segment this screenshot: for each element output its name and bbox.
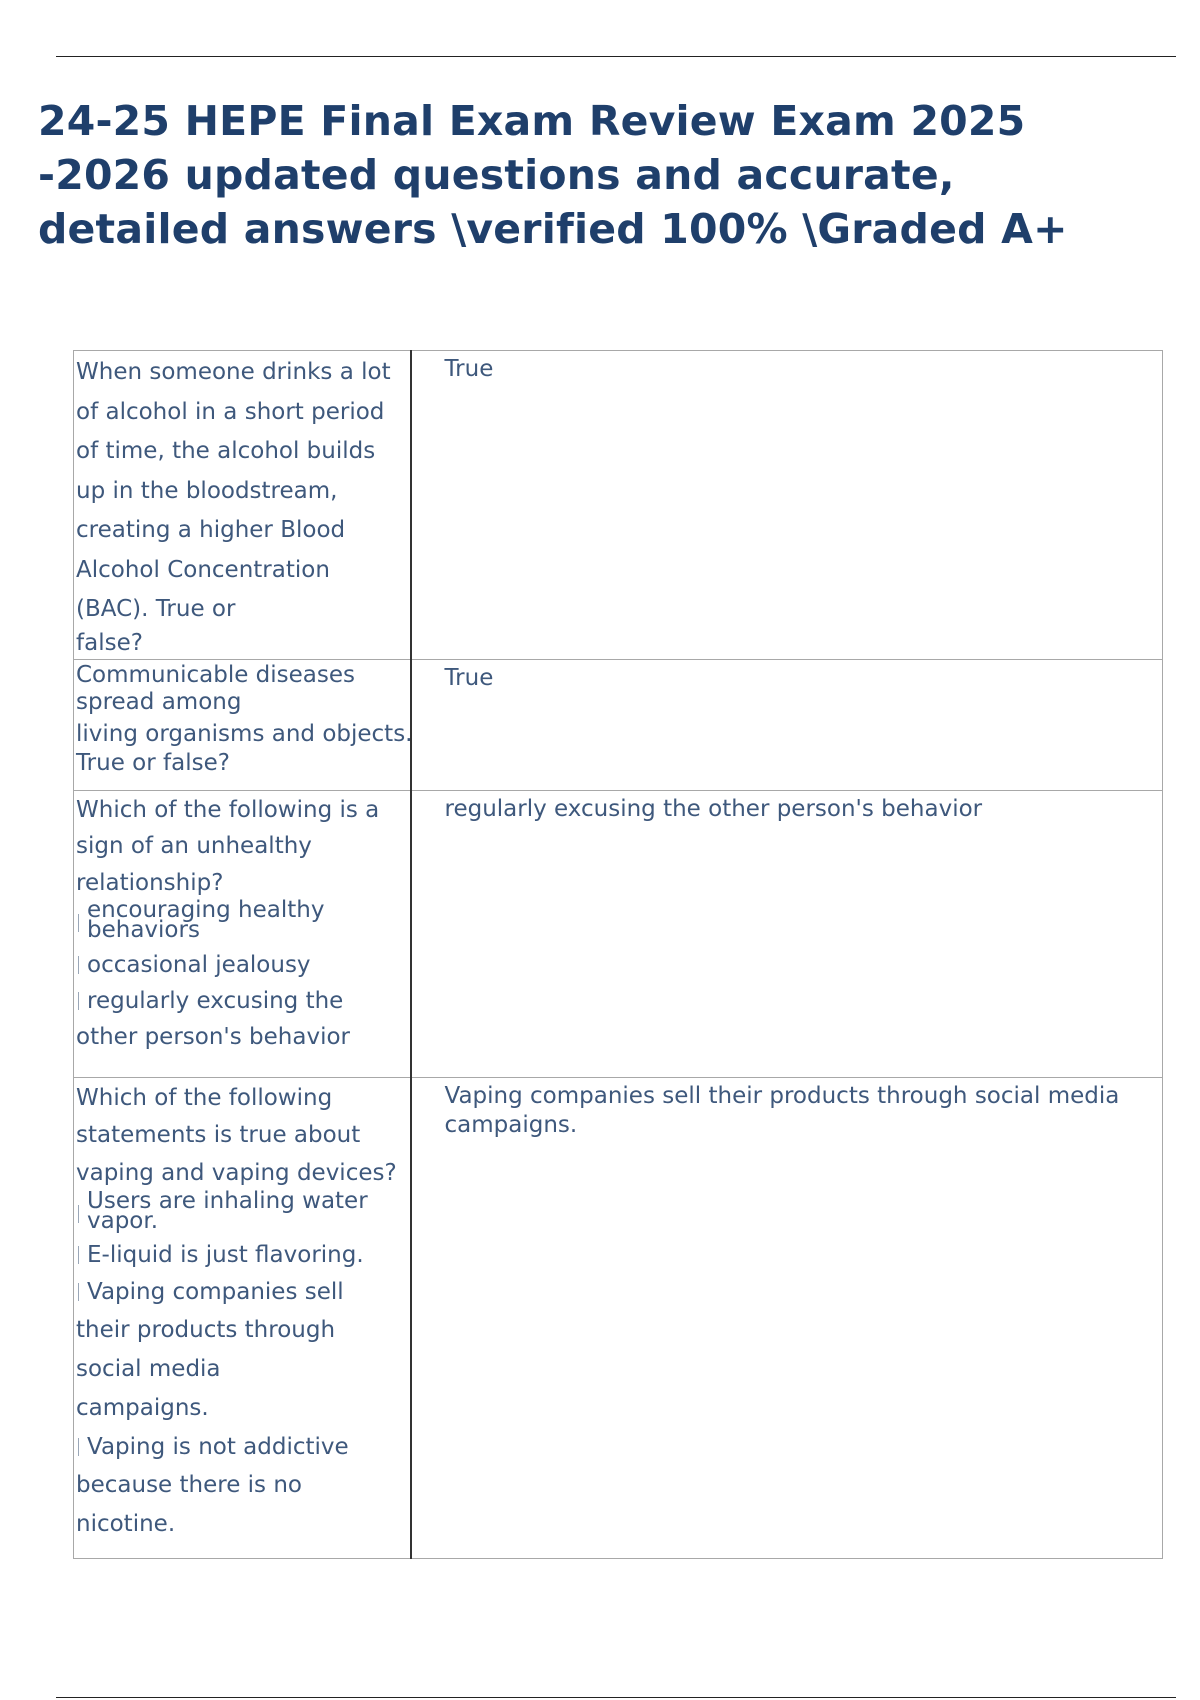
qa-row-3: [74, 790, 1163, 1077]
option-line: because there is no: [76, 1472, 303, 1498]
question-line: (BAC). True or: [76, 596, 236, 622]
answer-option: [76, 1428, 406, 1466]
answer-cell: [411, 1077, 1163, 1558]
question-line: living organisms and objects.: [76, 720, 413, 747]
question-line: Which of the following: [76, 1084, 333, 1111]
question-cell: [74, 1077, 411, 1558]
question-line: Communicable diseases: [76, 661, 356, 688]
question-line: of alcohol in a short period: [76, 398, 385, 425]
answer-cell: [411, 790, 1163, 1077]
question-line: True or false?: [76, 749, 230, 776]
answer-cell: [411, 659, 1163, 790]
option-line: Vaping is not addictive: [87, 1434, 349, 1460]
option-line: occasional jealousy: [87, 952, 311, 978]
question-line: Alcohol Concentration: [76, 556, 330, 583]
option-line: E-liquid is just flavoring.: [87, 1242, 364, 1268]
answer-text: True: [444, 664, 494, 691]
question-cell: [74, 351, 411, 660]
qa-row-2: [74, 659, 1163, 790]
qa-table: [73, 350, 1163, 1559]
top-rule: [56, 56, 1176, 57]
option-line: Users are inhaling water: [87, 1188, 368, 1214]
bottom-rule: [56, 1697, 1176, 1698]
option-line: their products through: [76, 1317, 336, 1343]
option-line: other person's behavior: [76, 1024, 350, 1050]
answer-cell: [411, 351, 1163, 660]
option-line: Vaping companies sell: [87, 1279, 344, 1305]
question-line: spread among: [76, 688, 242, 715]
question-cell: [74, 790, 411, 1077]
option-line: regularly excusing the: [87, 988, 344, 1014]
answer-option: [76, 1237, 406, 1273]
answer-text: regularly excusing the other person's behavior: [444, 795, 983, 822]
answer-option: [76, 984, 406, 1018]
question-cell: [74, 659, 411, 790]
option-line: behaviors: [87, 917, 200, 943]
qa-row-1: [74, 351, 1163, 660]
question-line: up in the bloodstream,: [76, 477, 338, 504]
question-line: vaping and vaping devices?: [76, 1160, 397, 1186]
question-line: When someone drinks a lot: [76, 359, 391, 385]
question-line: relationship?: [76, 870, 224, 896]
question-line: of time, the alcohol builds: [76, 438, 376, 464]
option-line: encouraging healthy: [87, 897, 325, 923]
answer-text: True: [444, 356, 494, 382]
answer-text: Vaping companies sell their products through social media campaigns.: [444, 1082, 1120, 1138]
question-line: statements is true about: [76, 1121, 361, 1148]
document-title: 24-25 HEPE Final Exam Review Exam 2025 -2026 updated questions and accurate, detailed answers \verified 100% \Graded A+: [38, 97, 1068, 253]
answer-option: [76, 897, 406, 946]
question-line: false?: [76, 629, 143, 656]
answer-option: [76, 1273, 406, 1311]
option-line: social media: [76, 1356, 221, 1382]
answer-option: [76, 1188, 406, 1237]
option-line: nicotine.: [76, 1511, 176, 1537]
option-line: campaigns.: [76, 1395, 209, 1421]
answer-option: [76, 946, 406, 984]
question-line: Which of the following is a: [76, 796, 380, 823]
question-line: sign of an unhealthy: [76, 832, 312, 859]
option-line: vapor.: [87, 1208, 159, 1234]
question-line: creating a higher Blood: [76, 517, 346, 543]
qa-row-4: [74, 1077, 1163, 1558]
